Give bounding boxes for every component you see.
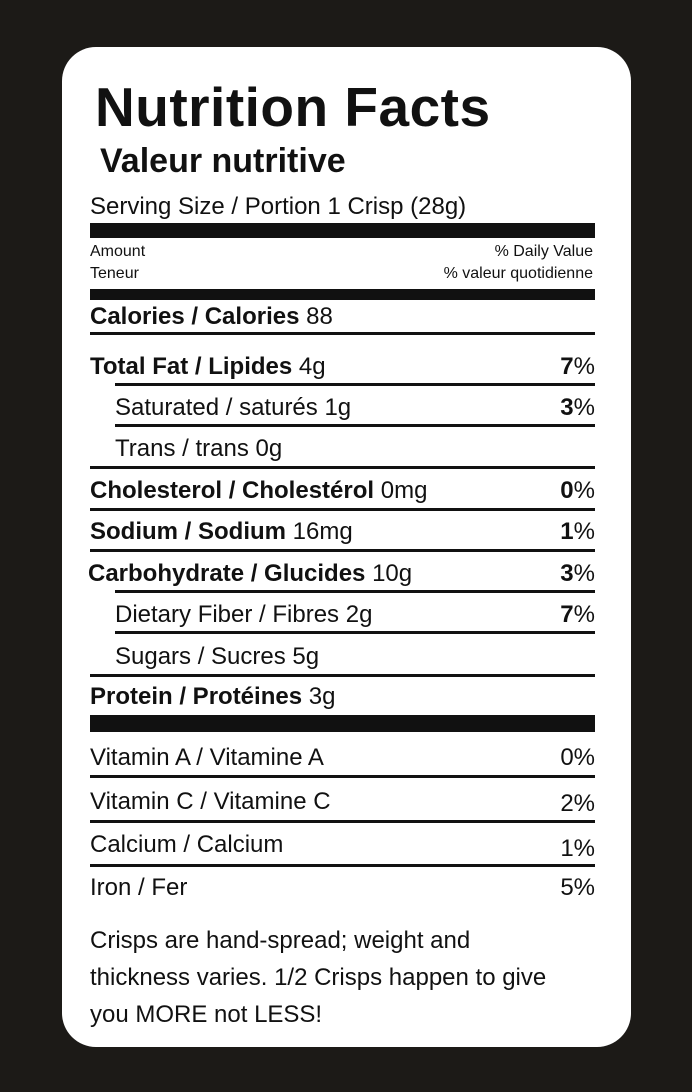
calories-label: Calories / Calories [90,303,300,330]
nutrient-label: Trans / trans [115,435,249,462]
nutrient-row-protein [90,683,335,711]
divider [90,332,595,335]
nutrient-label: Cholesterol / Cholestérol [90,477,375,504]
amount-fr: Teneur [90,265,139,282]
amount-en: Amount [90,243,146,260]
nutrient-label: Protein / Protéines [90,683,303,710]
thick-divider [90,223,595,238]
nutrient-label: Saturated / saturés [115,394,318,421]
nutrient-label: Carbohydrate / Glucides [88,560,366,587]
nutrient-amount: 4g [298,353,326,380]
nutrient-row-trans [115,435,282,463]
nutrient-row-total-fat [90,353,326,381]
daily-value: 3% [560,560,595,587]
nutrient-amount: 1g [324,394,352,421]
thick-divider [90,289,595,300]
divider [90,466,595,469]
nutrient-label: Total Fat / Lipides [90,353,293,380]
serving-size: Serving Size / Portion 1 Crisp (28g) [90,193,467,220]
calories-row [90,303,333,331]
dv-fr: % valeur quotidienne [443,265,593,282]
nutrient-row-sugars [115,643,319,671]
vitamin-dv: 2% [560,790,595,817]
nutrient-row-cholesterol [90,477,427,505]
vitamin-row-a: Vitamin A / Vitamine A [90,744,324,771]
divider [90,775,595,778]
vitamin-dv: 5% [560,874,595,901]
nutrient-row-carbohydrate [88,560,412,588]
daily-value: 1% [560,518,595,545]
nutrient-amount: 5g [292,643,320,670]
vitamin-dv: 1% [560,835,595,862]
daily-value: 7% [560,601,595,628]
daily-value: 3% [560,394,595,421]
divider [90,674,595,677]
nutrient-amount: 0mg [380,477,428,504]
label-title: Nutrition Facts [95,76,491,138]
nutrient-row-fiber [115,601,372,629]
divider [90,508,595,511]
divider [90,820,595,823]
nutrient-amount: 2g [345,601,373,628]
divider [115,631,595,634]
label-subtitle: Valeur nutritive [100,142,346,180]
calories-value: 88 [306,303,333,330]
daily-value: 0% [560,477,595,504]
mineral-row-iron: Iron / Fer [90,874,188,901]
mineral-row-calcium: Calcium / Calcium [90,831,284,858]
dv-en: % Daily Value [494,243,593,260]
divider [115,424,595,427]
divider [90,864,595,867]
footnote: Crisps are hand-spread; weight and thickness varies. 1/2 Crisps happen to give you MORE not LESS! [90,927,547,1028]
nutrient-label: Sugars / Sucres [115,643,286,670]
nutrient-label: Dietary Fiber / Fibres [115,601,340,628]
nutrient-amount: 10g [372,560,413,587]
divider [115,383,595,386]
nutrient-amount: 0g [255,435,283,462]
divider [115,590,595,593]
vitamin-dv: 0% [560,744,595,771]
nutrient-row-saturated [115,394,351,422]
divider [90,549,595,552]
thick-divider [90,715,595,732]
nutrition-label [62,47,631,1047]
vitamin-row-c: Vitamin C / Vitamine C [90,788,331,815]
nutrient-amount: 16mg [292,518,353,545]
nutrient-amount: 3g [308,683,336,710]
nutrient-row-sodium [90,518,353,546]
daily-value: 7% [560,353,595,380]
nutrient-label: Sodium / Sodium [90,518,286,545]
